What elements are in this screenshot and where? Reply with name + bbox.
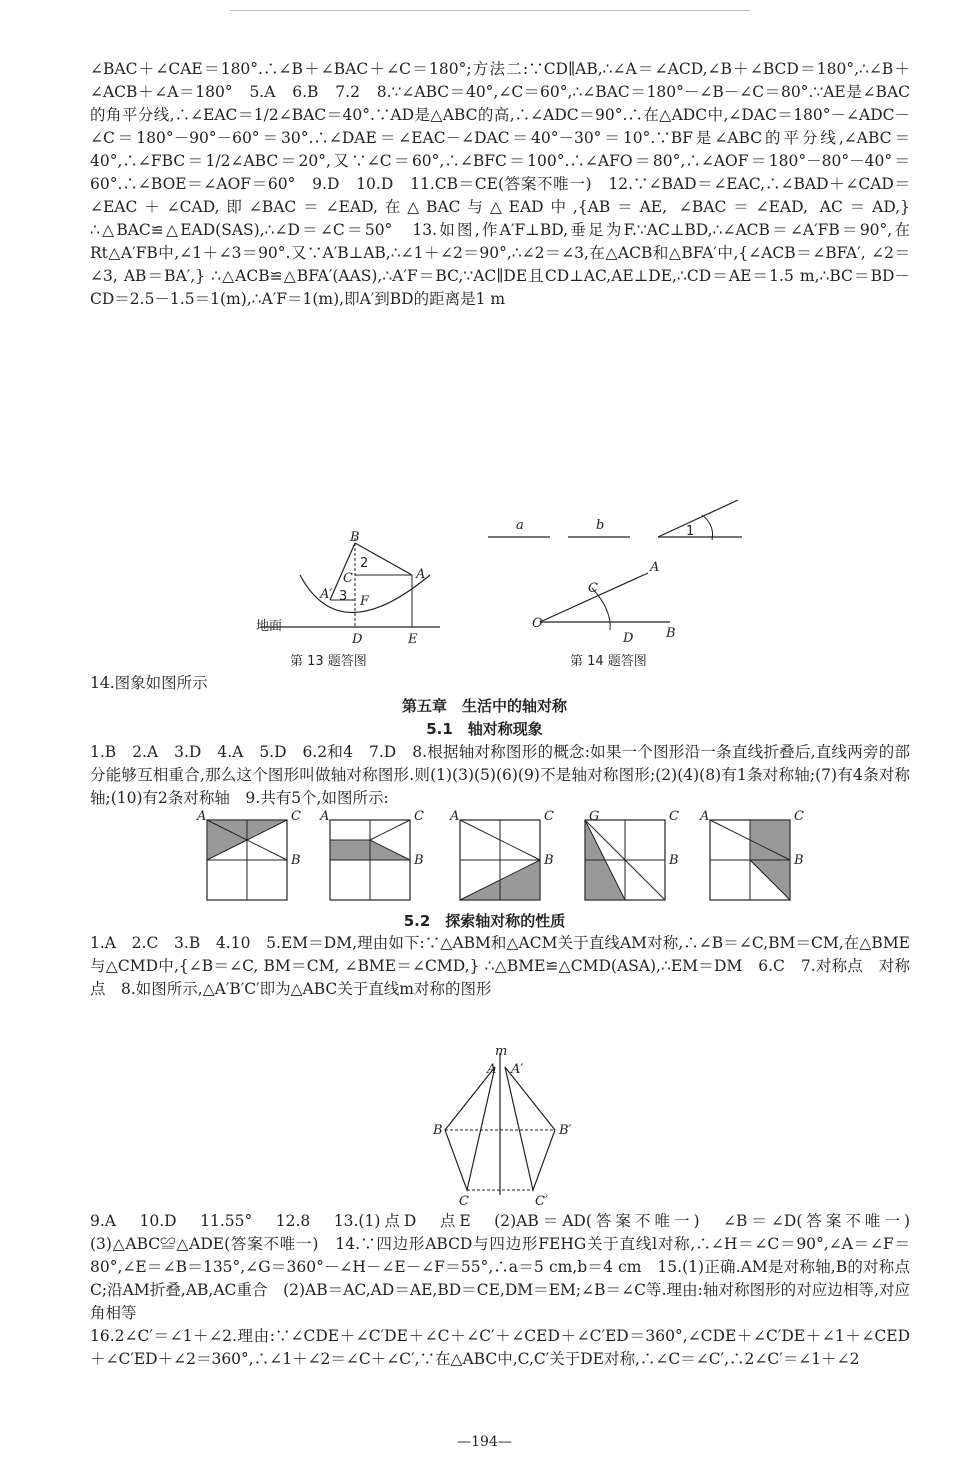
square-3 xyxy=(449,809,554,900)
label-c: C xyxy=(343,571,353,586)
ground-label: 地面 xyxy=(256,619,283,634)
section-5-1-title: 5.1 轴对称现象 xyxy=(426,720,543,738)
label-b14: B xyxy=(666,626,676,641)
label-c14: C xyxy=(588,581,598,596)
label-a14: A xyxy=(650,560,660,575)
square-2 xyxy=(319,809,424,900)
page-number: —194— xyxy=(457,1434,512,1450)
label-f: F xyxy=(360,594,370,609)
section-5-2-answers-2: 9.A 10.D 11.55° 12.8 13.(1)点D 点E (2)AB＝AD(答案不唯一) ∠B＝∠D(答案不唯一) (3)△ABC≌△ADE(答案不唯一) 14.∵四边形ABCD与四边形FEHG关于直线l对称,∴∠H＝∠C＝90°,∠A＝∠F＝80°,∠E＝∠B＝135°,∠G＝360°－∠H－∠E－∠F＝55°,∴a＝5 cm,b＝4 cm 15.(1)正确.AM是对称轴,B的对称点C;沿AM折叠,AB,AC重合 (2)AB＝AC,AD＝AE,BD＝CE,DM＝EM;∠B＝∠C等.理由:轴对称图形的对应边相等,对应角相等 xyxy=(90,1212,926,1322)
svg-text:B′: B′ xyxy=(559,1123,572,1138)
label-d: D xyxy=(352,632,363,647)
label-a: A xyxy=(416,567,426,582)
svg-text:A: A xyxy=(197,809,207,824)
label-o: O xyxy=(532,616,543,631)
triangle-abc xyxy=(445,1067,495,1190)
label-angle-2: 2 xyxy=(360,556,369,571)
svg-text:A: A xyxy=(700,809,710,824)
svg-text:B: B xyxy=(544,853,554,868)
axis-symmetry-squares xyxy=(195,808,815,904)
label-seg-a: a xyxy=(516,518,524,533)
square-4 xyxy=(585,809,679,900)
svg-text:C′: C′ xyxy=(535,1194,548,1209)
label-b: B xyxy=(350,530,360,545)
label-seg-b: b xyxy=(596,518,605,533)
square-1 xyxy=(196,809,301,900)
answer-paragraph-1: ∠BAC＋∠CAE＝180°.∴∠B＋∠BAC＋∠C＝180°;方法二:∵CD∥AB,∴∠A＝∠ACD,∠B＋∠BCD＝180°,∴∠B＋∠ACB＋∠A＝180° 5.A 6.B 7.2 8.∵∠ABC＝40°,∠C＝60°,∴∠BAC＝180°－∠B－∠C＝80°.∵AE是∠BAC的角平分线,∴∠EAC＝1/2∠BAC＝40°.∵AD是△ABC的高,∴∠ADC＝90°.∴在△ADC中,∠DAC＝180°－∠ADC－∠C＝180°－90°－60°＝30°.∴∠DAE＝∠EAC－∠DAC＝40°－30°＝10°.∵BF是∠ABC的平分线,∠ABC＝40°,∴∠FBC＝1/2∠ABC＝20°,又∵∠C＝60°,∴∠BFC＝100°.∴∠AFO＝80°,∴∠AOF＝180°－80°－40°＝60°.∴∠BOE＝∠AOF＝60° 9.D 10.D 11.CB＝CE(答案不唯一) 12.∵∠BAD＝∠EAC,∴∠BAD＋∠CAD＝∠EAC＋∠CAD,即∠BAC＝∠EAD,在△BAC与△EAD中,{AB＝AE, ∠BAC＝∠EAD, AC＝AD,} ∴△BAC≌△EAD(SAS),∴∠D＝∠C＝50° 13.如图,作A′F⊥BD,垂足为F.∵AC⊥BD,∴∠ACB＝∠A′FB＝90°,在Rt△A′FB中,∠1＋∠3＝90°.又∵A′B⊥AB,∴∠1＋∠2＝90°,∴∠2＝∠3,在△ACB和△BFA′中,{∠ACB＝∠BFA′, ∠2＝∠3, AB＝BA′,} ∴△ACB≌△BFA′(AAS),∴A′F＝BC,∵AC∥DE且CD⊥AC,AE⊥DE,∴CD＝AE＝1.5 m,∴BC＝BD－CD＝2.5－1.5＝1(m),∴A′F＝1(m),即A′到BD的距离是1 m xyxy=(90,60,910,308)
svg-text:A: A xyxy=(320,809,330,824)
section-5-1-answers: 1.B 2.A 3.D 4.A 5.D 6.2和4 7.D 8.根据轴对称图形的概念:如果一个图形沿一条直线折叠后,直线两旁的部分能够互相重合,那么这个图形叫做轴对称图形.则(1)(3)(5)(6)(9)不是轴对称图形;(2)(4)(8)有1条对称轴;(7)有4条对称轴;(10)有2条对称轴 9.共有5个,如图所示: xyxy=(90,743,910,807)
svg-text:C: C xyxy=(414,809,424,824)
label-angle-3: 3 xyxy=(339,589,348,604)
triangle-abc-prime xyxy=(505,1067,555,1190)
top-rule xyxy=(230,10,750,11)
figure-14 xyxy=(480,495,750,645)
svg-text:C: C xyxy=(794,809,804,824)
label-m: m xyxy=(495,1045,508,1059)
fig13-caption: 第 13 题答图 xyxy=(290,654,367,669)
svg-text:C: C xyxy=(669,809,679,824)
label-d14: D xyxy=(623,631,634,645)
chapter-title: 第五章 生活中的轴对称 xyxy=(401,697,567,715)
section-5-2-answers-1: 1.A 2.C 3.B 4.10 5.EM＝DM,理由如下:∵△ABM和△ACM关于直线AM对称,∴∠B＝∠C,BM＝CM,在△BME与△CMD中,{∠B＝∠C, BM＝CM, ∠BME＝∠CMD,} ∴△BME≌△CMD(ASA),∴EM＝DM 6.C 7.对称点 对称点 8.如图所示,△A′B′C′即为△ABC关于直线m对称的图形 xyxy=(90,934,910,998)
svg-text:A: A xyxy=(450,809,460,824)
svg-text:B: B xyxy=(414,853,424,868)
svg-text:G: G xyxy=(589,809,600,824)
svg-text:A: A xyxy=(487,1062,497,1077)
svg-text:B: B xyxy=(794,853,804,868)
fig14-caption: 第 14 题答图 xyxy=(570,654,647,669)
svg-text:A′: A′ xyxy=(511,1062,524,1077)
square-5 xyxy=(699,809,804,900)
svg-text:B: B xyxy=(669,853,679,868)
reflection-figure xyxy=(425,1045,575,1210)
answer-14: 14.图象如图所示 xyxy=(90,674,208,692)
svg-text:C: C xyxy=(459,1194,469,1209)
section-5-2-title: 5.2 探索轴对称的性质 xyxy=(403,912,566,930)
angle-1-arc xyxy=(702,515,713,540)
angle-1-arm xyxy=(658,500,738,537)
svg-text:B: B xyxy=(433,1123,443,1138)
figure-13 xyxy=(250,530,450,650)
svg-text:B: B xyxy=(291,853,301,868)
label-a-prime: A′ xyxy=(320,587,333,602)
section-5-2-answers-3: 16.2∠C′＝∠1＋∠2.理由:∵∠CDE＋∠C′DE＋∠C＋∠C′＋∠CED＋∠C′ED＝360°,∠CDE＋∠C′DE＋∠1＋∠CED＋∠C′ED＋∠2＝360°,∴∠1＋∠2＝∠C＋∠C′,∵在△ABC中,C,C′关于DE对称,∴∠C＝∠C′,∴2∠C′＝∠1＋∠2 xyxy=(90,1327,910,1368)
svg-text:C: C xyxy=(544,809,554,824)
label-e: E xyxy=(408,632,418,647)
svg-text:C: C xyxy=(291,809,301,824)
label-angle-1: 1 xyxy=(686,524,695,539)
